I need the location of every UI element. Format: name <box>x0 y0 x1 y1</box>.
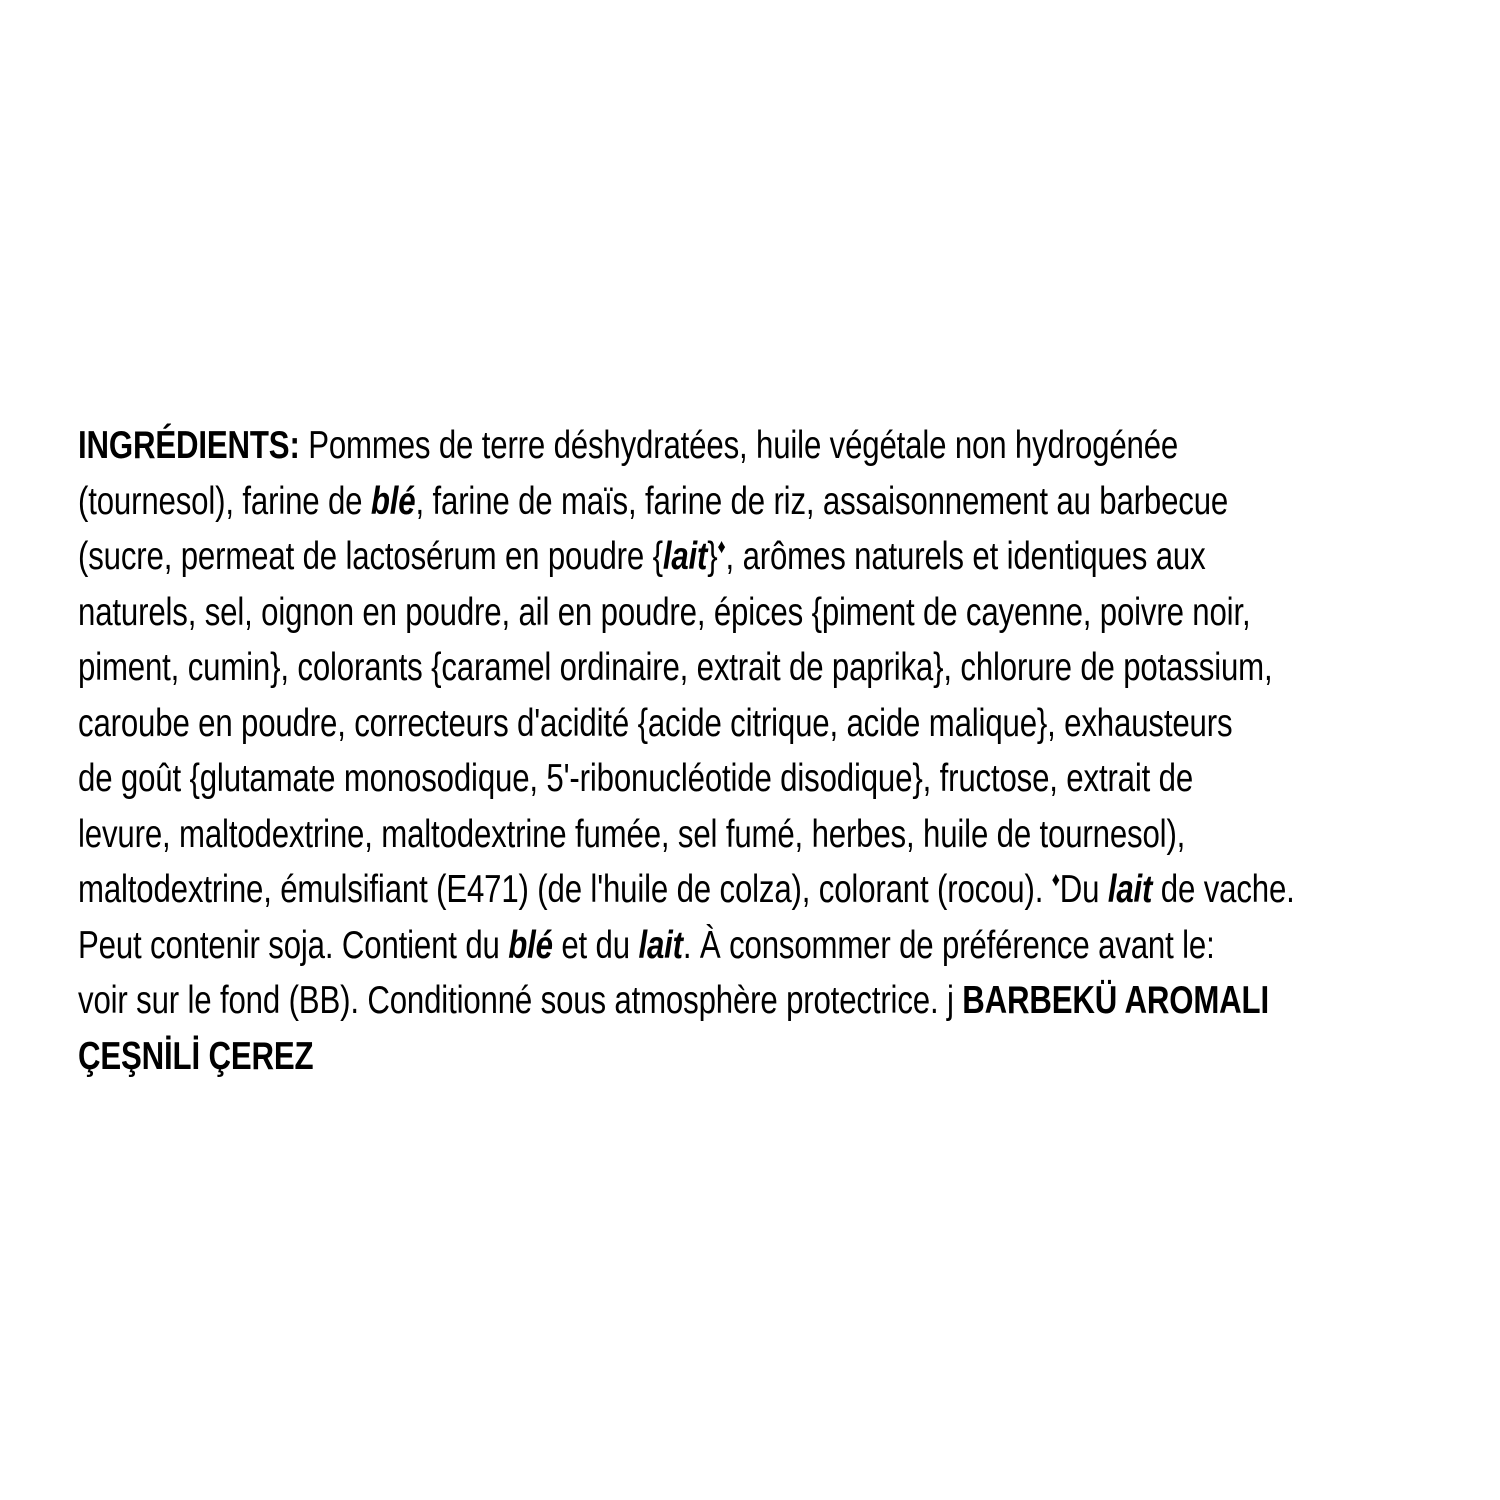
ingredient-line <box>78 807 1186 863</box>
text-run: Pommes de terre déshydratées, huile végétale non hydrogénée <box>299 424 1179 467</box>
ingredient-line <box>78 696 1233 752</box>
allergen-emphasis: lait <box>1107 868 1153 911</box>
ingredient-line <box>78 529 1206 585</box>
ingredient-line <box>78 474 1229 530</box>
ingredient-line <box>78 973 1269 1029</box>
diamond-footnote-marker: ♦ <box>717 536 726 558</box>
ingredient-line <box>78 418 1179 474</box>
text-run: piment, cumin}, colorants {caramel ordinaire, extrait de paprika}, chlorure de potassium, <box>78 646 1273 689</box>
text-run: Du <box>1059 868 1108 911</box>
ingredient-line <box>78 751 1194 807</box>
allergen-emphasis: lait <box>662 535 708 578</box>
ingredient-line <box>78 585 1251 641</box>
ingredients-panel <box>78 418 1438 1084</box>
ingredient-line <box>78 640 1273 696</box>
bold-run: BARBEKÜ AROMALI <box>953 979 1269 1022</box>
ingredient-line <box>78 918 1215 974</box>
bold-run: ÇEŞNİLİ ÇEREZ <box>78 1034 314 1078</box>
text-run: } <box>707 535 718 578</box>
ingredient-line <box>78 1029 1166 1085</box>
allergen-emphasis: blé <box>508 923 553 967</box>
bold-run: INGRÉDIENTS: <box>78 424 300 467</box>
diamond-footnote-marker: ♦ <box>1051 869 1060 891</box>
text-run: levure, maltodextrine, maltodextrine fumée, sel fumé, herbes, huile de tournesol), <box>78 812 1186 856</box>
text-run: (tournesol), farine de <box>78 479 371 523</box>
text-run: de vache. <box>1152 868 1295 911</box>
text-run: naturels, sel, oignon en poudre, ail en poudre, épices {piment de cayenne, poivre noir, <box>78 590 1251 634</box>
text-run: de goût {glutamate monosodique, 5'-ribonucléotide disodique}, fructose, extrait de <box>78 757 1194 800</box>
allergen-emphasis: lait <box>638 923 683 967</box>
text-run: caroube en poudre, correcteurs d'acidité {acide citrique, acide malique}, exhausteurs <box>78 701 1233 745</box>
text-run: , farine de maïs, farine de riz, assaisonnement au barbecue <box>415 479 1229 523</box>
ingredient-line <box>78 862 1295 918</box>
text-run: j <box>946 979 954 1022</box>
allergen-emphasis: blé <box>370 479 416 523</box>
text-run: , arômes naturels et identiques aux <box>725 535 1206 578</box>
text-run: Peut contenir soja. Contient du <box>78 923 509 967</box>
text-run: maltodextrine, émulsifiant (E471) (de l'huile de colza), colorant (rocou). <box>78 868 1052 911</box>
text-run: et du <box>552 923 639 967</box>
text-run: . À consommer de préférence avant le: <box>682 923 1215 967</box>
text-run: voir sur le fond (BB). Conditionné sous atmosphère protectrice. <box>78 979 947 1022</box>
text-run: (sucre, permeat de lactosérum en poudre { <box>78 535 663 578</box>
